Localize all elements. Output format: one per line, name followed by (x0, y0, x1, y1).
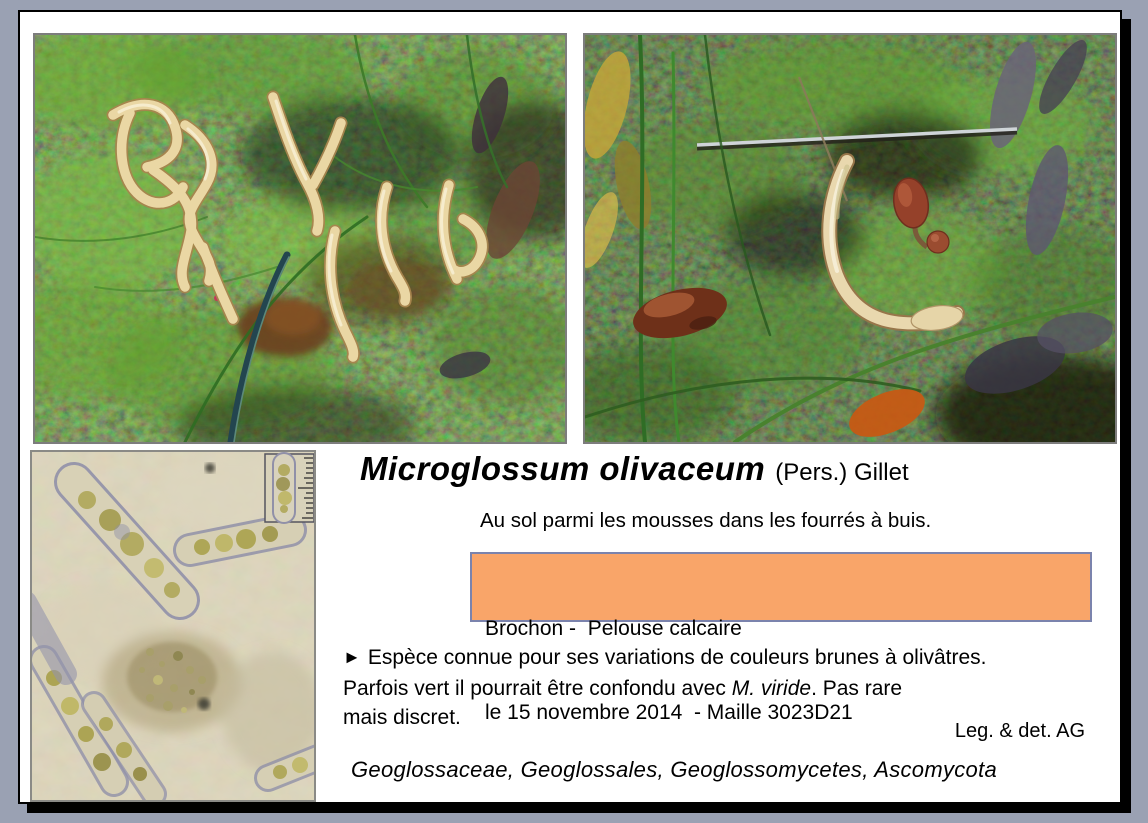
location-line1: Brochon - Pelouse calcaire (485, 617, 742, 640)
field-photo-right-image (585, 35, 1115, 442)
credit-text: Leg. & det. AG (954, 720, 1085, 742)
species-authority: (Pers.) Gillet (775, 459, 909, 486)
notes-line-2 (343, 674, 1123, 704)
notes-text: Espèce connue pour ses variations de couleurs brunes à olivâtres. (367, 646, 987, 669)
spore-inset (265, 454, 314, 522)
notes-italic-species: M. viride (731, 676, 812, 700)
location-line2: le 15 novembre 2014 - Maille 3023D21 (485, 701, 853, 724)
microscopy-photo (30, 450, 316, 802)
title-row (360, 450, 909, 488)
field-photo-left-image (35, 35, 565, 442)
notes-text: . Pas rare (811, 676, 903, 700)
bullet-arrow-icon: ► (343, 647, 361, 667)
notes-text: Parfois vert il pourrait être confondu avec (343, 676, 732, 700)
microscopy-image (32, 452, 314, 800)
notes-line-1 (343, 643, 1123, 674)
taxonomy-text: Geoglossaceae, Geoglossales, Geoglossomycetes, Ascomycota (351, 757, 998, 782)
species-name: Microglossum olivaceum (360, 450, 766, 487)
field-photo-left (33, 33, 567, 444)
field-photo-right (583, 33, 1117, 444)
notes-text: mais discret. (343, 706, 461, 729)
habitat-text: Au sol parmi les mousses dans les fourrés à buis. (480, 509, 932, 532)
